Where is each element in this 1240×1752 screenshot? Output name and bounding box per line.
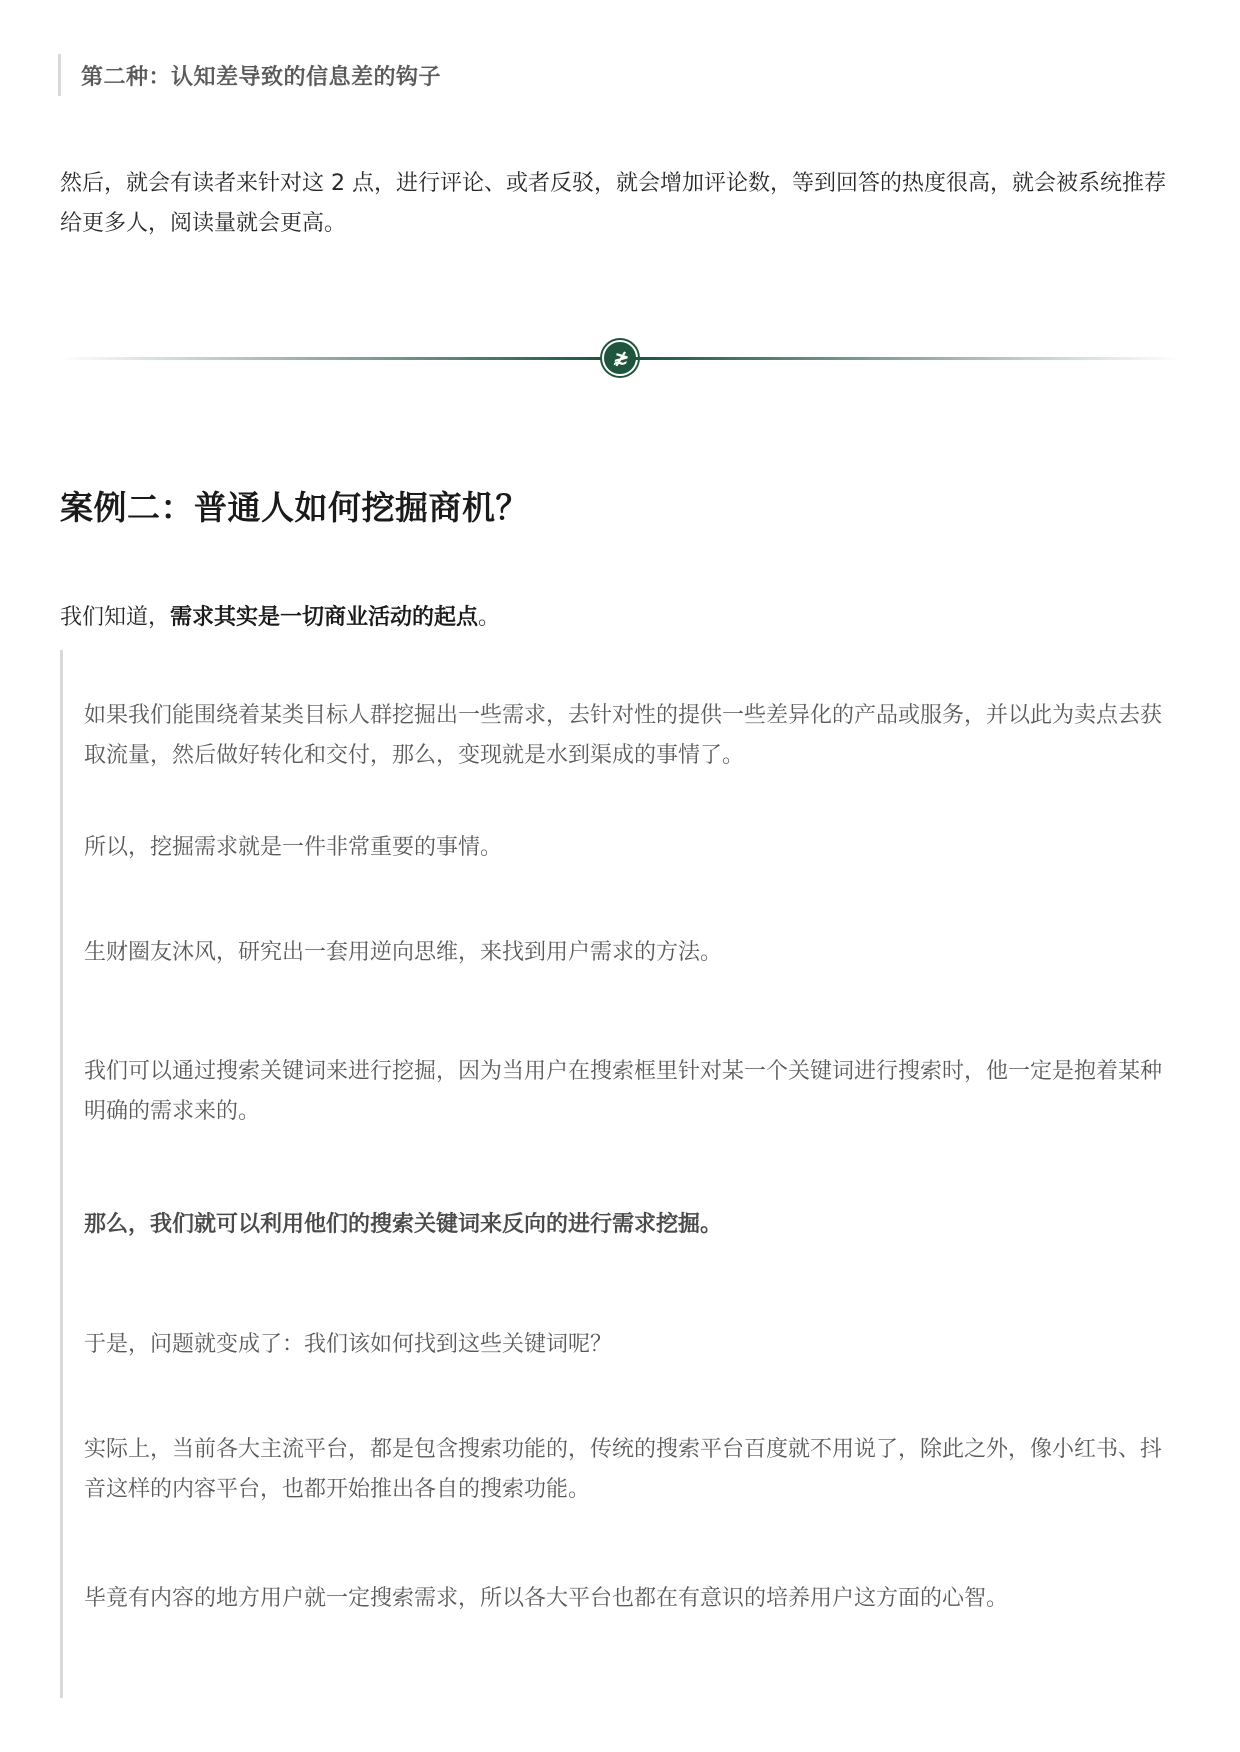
quote-paragraph: 毕竟有内容的地方用户就一定搜索需求，所以各大平台也都在有意识的培养用户这方面的心智。 xyxy=(84,1586,1009,1611)
quote-paragraph-emphasis: 那么，我们就可以利用他们的搜索关键词来反向的进行需求挖掘。 xyxy=(84,1212,723,1237)
divider-line-right xyxy=(635,357,1180,360)
divider-badge-icon: ≵ xyxy=(602,340,638,376)
lead-bold-text: 需求其实是一切商业活动的起点 xyxy=(170,605,479,630)
lead-suffix: 。 xyxy=(478,605,501,630)
quote-paragraph: 所以，挖掘需求就是一件非常重要的事情。 xyxy=(84,835,503,860)
intro-paragraph: 然后，就会有读者来针对这 2 点，进行评论、或者反驳，就会增加评论数，等到回答的热度很高，就会被系统推荐给更多人，阅读量就会更高。 xyxy=(60,171,1166,236)
quote-paragraph: 如果我们能围绕着某类目标人群挖掘出一些需求，去针对性的提供一些差异化的产品或服务，并以此为卖点去获取流量，然后做好转化和交付，那么，变现就是水到渠成的事情了。 xyxy=(84,703,1163,768)
quote-paragraph: 实际上，当前各大主流平台，都是包含搜索功能的，传统的搜索平台百度就不用说了，除此之外，像小红书、抖音这样的内容平台，也都开始推出各自的搜索功能。 xyxy=(84,1437,1163,1502)
section-divider xyxy=(60,340,1180,376)
lead-prefix: 我们知道， xyxy=(60,605,171,630)
subheading-text: 第二种：认知差导致的信息差的钩子 xyxy=(81,64,442,90)
case-blockquote xyxy=(60,650,1183,1698)
lead-paragraph xyxy=(60,598,500,638)
quote-paragraph: 我们可以通过搜索关键词来进行挖掘，因为当用户在搜索框里针对某一个关键词进行搜索时，他一定是抱着某种明确的需求来的。 xyxy=(84,1059,1163,1124)
quote-paragraph: 于是，问题就变成了：我们该如何找到这些关键词呢？ xyxy=(84,1332,613,1357)
divider-line-left xyxy=(60,357,605,360)
section-title: 案例二：普通人如何挖掘商机？ xyxy=(60,488,529,527)
quote-paragraph: 生财圈友沐风，研究出一套用逆向思维，来找到用户需求的方法。 xyxy=(84,940,723,965)
section-subheading-quote xyxy=(58,54,441,96)
